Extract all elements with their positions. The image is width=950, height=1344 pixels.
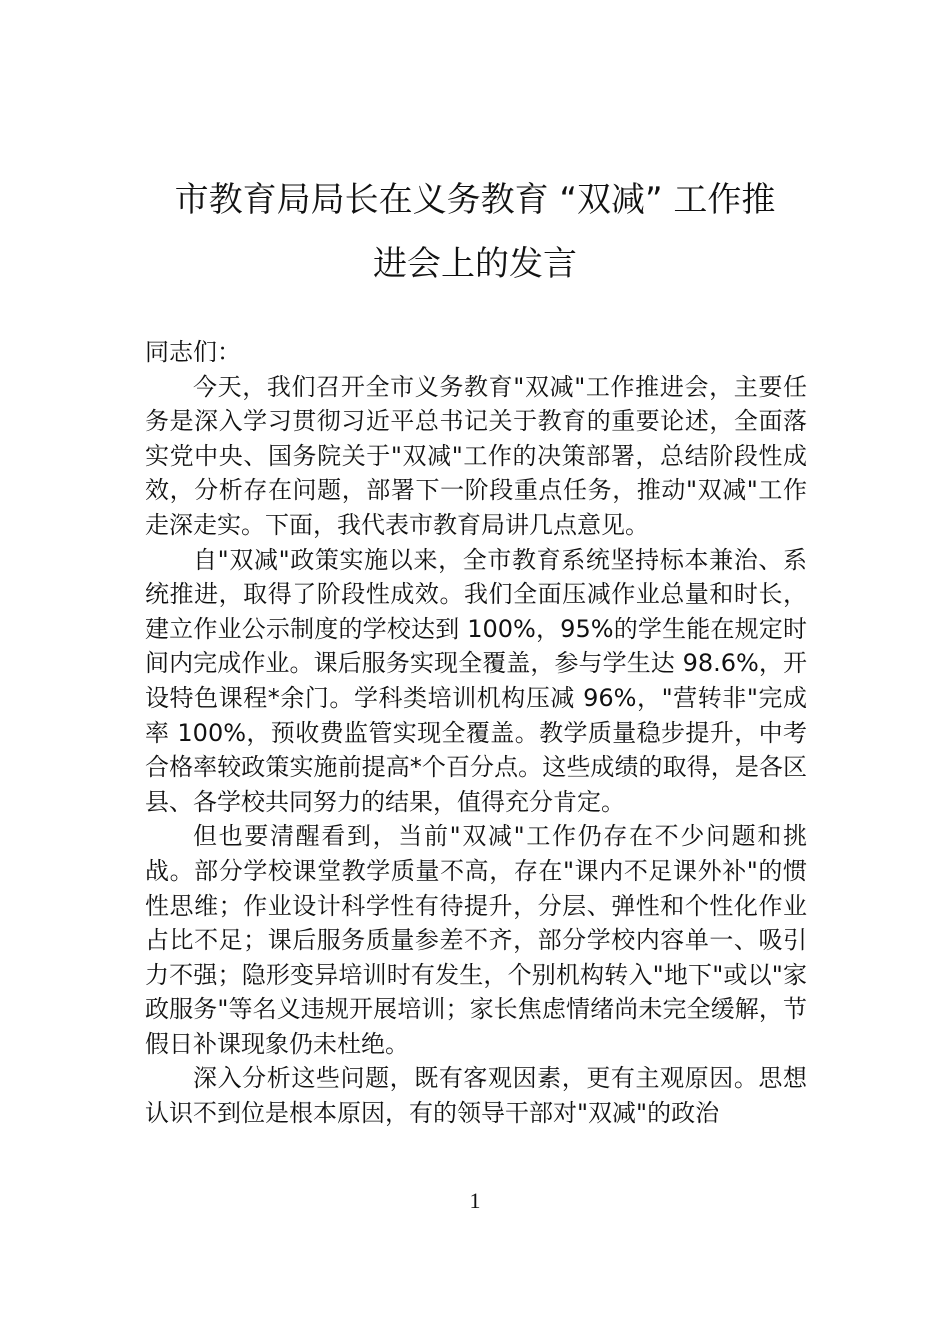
page-number: 1: [469, 1188, 481, 1213]
paragraph-1: 今天，我们召开全市义务教育"双减"工作推进会，主要任务是深入学习贯彻习近平总书记关于教育的重要论述，全面落实党中央、国务院关于"双减"工作的决策部署，总结阶段性成效，分析存在问题，部署下一阶段重点任务，推动"双减"工作走深走实。下面，我代表市教育局讲几点意见。: [145, 372, 807, 539]
document-body: [145, 335, 807, 1131]
salutation: 同志们：: [145, 338, 241, 366]
document-title: [140, 168, 810, 296]
paragraph-4: 深入分析这些问题，既有客观因素，更有主观原因。思想认识不到位是根本原因，有的领导干部对"双减"的政治: [145, 1064, 807, 1128]
title-line-2: 进会上的发言: [373, 244, 577, 284]
title-line-1: 市教育局局长在义务教育 “双减” 工作推: [174, 180, 776, 220]
paragraph-2: 自"双减"政策实施以来，全市教育系统坚持标本兼治、系统推进，取得了阶段性成效。我们全面压减作业总量和时长，建立作业公示制度的学校达到 100%，95%的学生能在规定时间内完成作业。课后服务实现全覆盖，参与学生达 98.6%，开设特色课程*余门。学科类培训机构压减 96%，"营转非"完成率 100%，预收费监管实现全覆盖。教学质量稳步提升，中考合格率较政策实施前提高*个百分点。这些成绩的取得，是各区县、各学校共同努力的结果，值得充分肯定。: [145, 545, 807, 816]
paragraph-3: 但也要清醒看到，当前"双减"工作仍存在不少问题和挑战。部分学校课堂教学质量不高，存在"课内不足课外补"的惯性思维；作业设计科学性有待提升，分层、弹性和个性化作业占比不足；课后服务质量参差不齐，部分学校内容单一、吸引力不强；隐形变异培训时有发生，个别机构转入"地下"或以"家政服务"等名义违规开展培训；家长焦虑情绪尚未完全缓解，节假日补课现象仍未杜绝。: [145, 822, 807, 1058]
